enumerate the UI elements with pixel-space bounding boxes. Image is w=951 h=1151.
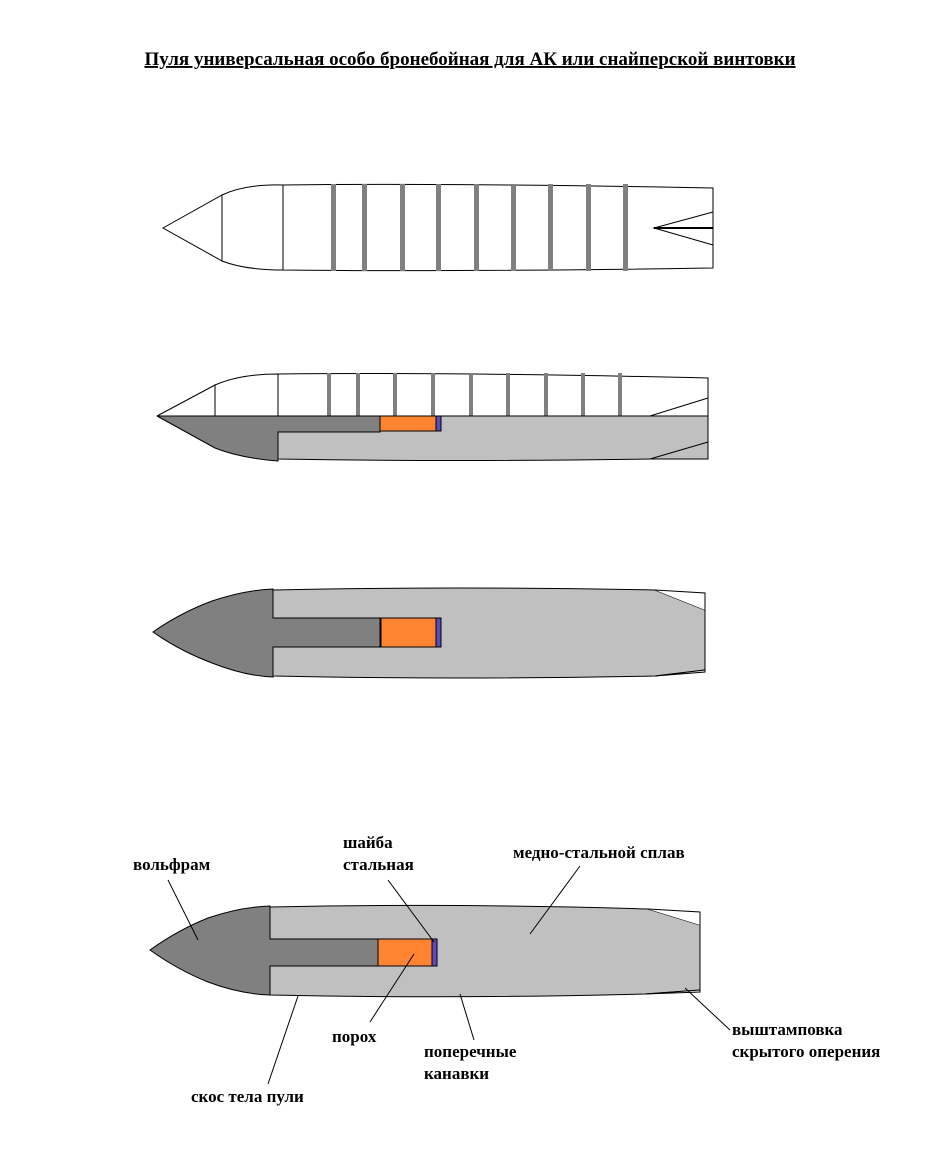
groove-ring <box>581 373 585 416</box>
bullet-body <box>283 184 713 270</box>
groove-ring <box>331 184 336 271</box>
bullet-full-section <box>153 588 705 678</box>
bullet-labelled-section <box>133 833 880 1106</box>
label-bevel: скос тела пули <box>191 1087 304 1106</box>
steel-washer <box>436 416 441 431</box>
bullet-nose <box>163 195 222 261</box>
steel-washer <box>436 618 441 647</box>
bullet-nose-upper <box>157 385 215 416</box>
powder-charge <box>378 939 432 966</box>
label-washer-line1: шайба <box>343 833 393 852</box>
bullet-half-section <box>157 373 708 461</box>
label-powder: порох <box>332 1027 377 1046</box>
leader-stamping <box>685 988 730 1030</box>
page-title: Пуля универсальная особо бронебойная для АК или снайперской винтовки <box>144 49 796 70</box>
leader-bevel <box>268 996 298 1084</box>
groove-ring <box>469 373 473 416</box>
label-stamping-line2: скрытого оперения <box>732 1042 881 1061</box>
groove-ring <box>400 184 405 271</box>
label-grooves-line1: поперечные <box>424 1042 517 1061</box>
groove-ring <box>356 373 360 416</box>
groove-ring <box>474 184 479 271</box>
groove-ring <box>548 184 553 271</box>
powder-charge <box>381 618 436 647</box>
groove-ring <box>623 184 628 271</box>
groove-ring <box>618 373 622 416</box>
groove-ring <box>393 373 397 416</box>
groove-ring <box>431 373 435 416</box>
groove-ring <box>511 184 516 271</box>
steel-washer <box>432 939 437 966</box>
bullet-ogive-upper <box>215 374 278 416</box>
label-grooves-line2: канавки <box>424 1064 490 1083</box>
label-washer-line2: стальная <box>343 855 414 874</box>
label-tungsten: вольфрам <box>133 855 211 874</box>
bullet-body-upper <box>278 374 708 417</box>
groove-ring <box>327 373 331 416</box>
groove-ring <box>362 184 367 271</box>
label-stamping-line1: выштамповка <box>732 1020 843 1039</box>
label-alloy: медно-стальной сплав <box>513 843 685 862</box>
groove-ring <box>586 184 591 271</box>
groove-ring <box>544 373 548 416</box>
groove-ring <box>436 184 441 271</box>
groove-ring <box>506 373 510 416</box>
powder-charge <box>380 416 436 431</box>
bullet-ogive <box>222 185 283 270</box>
leader-grooves <box>460 994 474 1040</box>
